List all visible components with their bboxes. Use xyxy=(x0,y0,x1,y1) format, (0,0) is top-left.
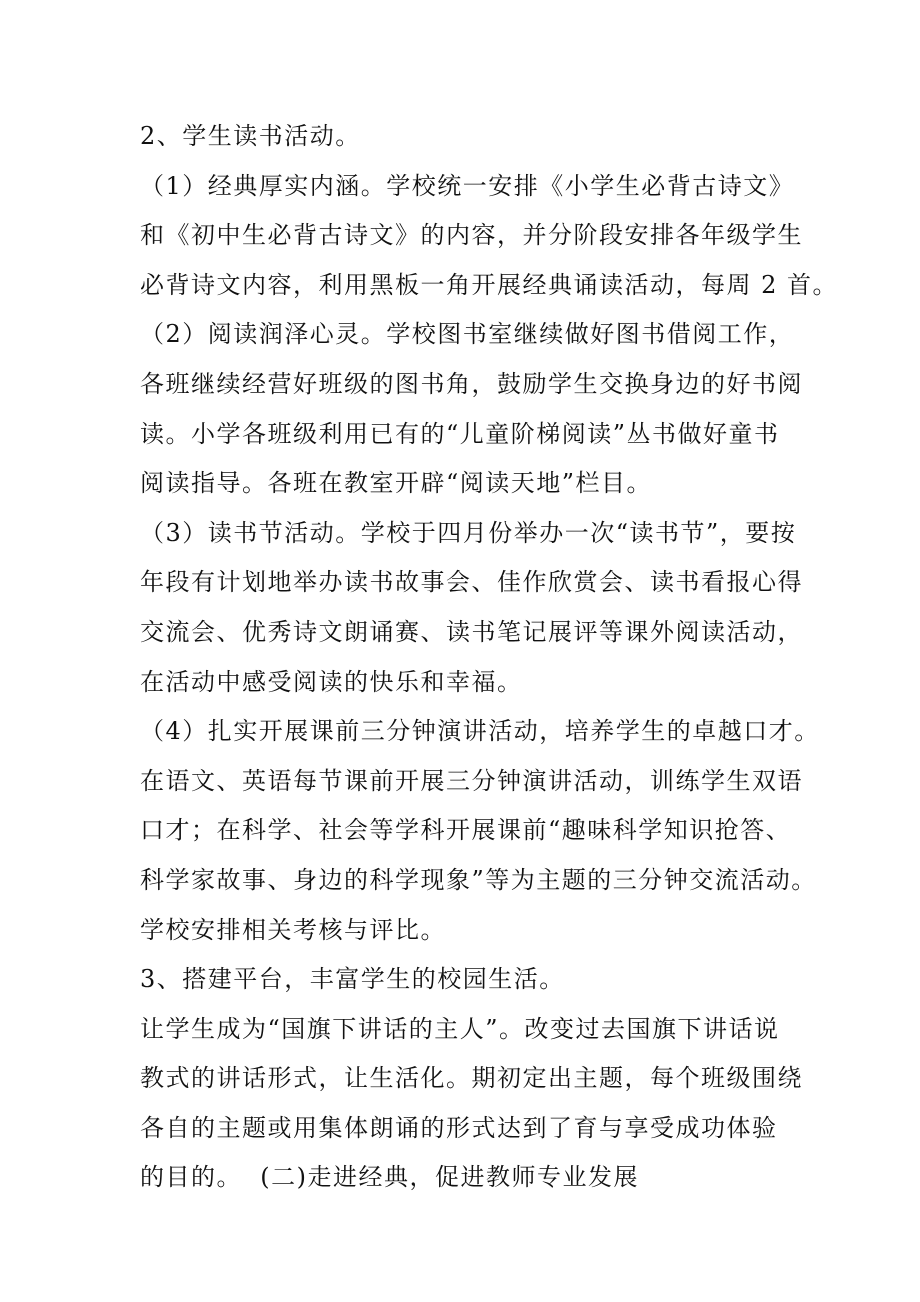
text-line: 科学家故事、身边的科学现象”等为主题的三分钟交流活动。 xyxy=(140,865,817,894)
text-line: 口才；在科学、社会等学科开展课前“趣味科学知识抢答、 xyxy=(140,816,792,845)
heading-student-reading: 2、学生读书活动。 xyxy=(140,122,361,150)
text-line: 年段有计划地举办读书故事会、佳作欣赏会、读书看报心得 xyxy=(140,568,803,597)
text-line: 阅读指导。各班在教室开辟“阅读天地”栏目。 xyxy=(140,469,653,498)
text-line: 在活动中感受阅读的快乐和幸福。 xyxy=(140,667,523,696)
text-line: 各自的主题或用集体朗诵的形式达到了育与享受成功体验 xyxy=(140,1113,778,1142)
text-line: （3）读书节活动。学校于四月份举办一次“读书节”，要按 xyxy=(140,518,797,547)
text-line: 学校安排相关考核与评比。 xyxy=(140,915,446,944)
text-line: （2）阅读润泽心灵。学校图书室继续做好图书借阅工作， xyxy=(140,320,795,349)
text-line: 各班继续经营好班级的图书角，鼓励学生交换身边的好书阅 xyxy=(140,369,803,398)
text-line: （4）扎实开展课前三分钟演讲活动，培养学生的卓越口才。 xyxy=(140,717,820,746)
text-line: 的目的。 (二)走进经典，促进教师专业发展 xyxy=(140,1163,639,1192)
text-line: 交流会、优秀诗文朗诵赛、读书笔记展评等课外阅读活动， xyxy=(140,617,803,646)
text-line: 必背诗文内容，利用黑板一角开展经典诵读活动，每周 2 首。 xyxy=(140,270,839,299)
text-line: 在语文、英语每节课前开展三分钟演讲活动，训练学生双语 xyxy=(140,766,803,795)
text-line: 读。小学各班级利用已有的“儿童阶梯阅读”丛书做好童书 xyxy=(140,419,780,448)
text-line: （1）经典厚实内涵。学校统一安排《小学生必背古诗文》 xyxy=(140,171,795,200)
text-line: 和《初中生必背古诗文》的内容，并分阶段安排各年级学生 xyxy=(140,221,803,250)
text-line: 让学生成为“国旗下讲话的主人”。改变过去国旗下讲话说 xyxy=(140,1014,780,1043)
document-body xyxy=(140,112,839,1203)
heading-campus-life: 3、搭建平台，丰富学生的校园生活。 xyxy=(140,965,565,994)
text-line: 教式的讲话形式，让生活化。期初定出主题，每个班级围绕 xyxy=(140,1064,803,1093)
